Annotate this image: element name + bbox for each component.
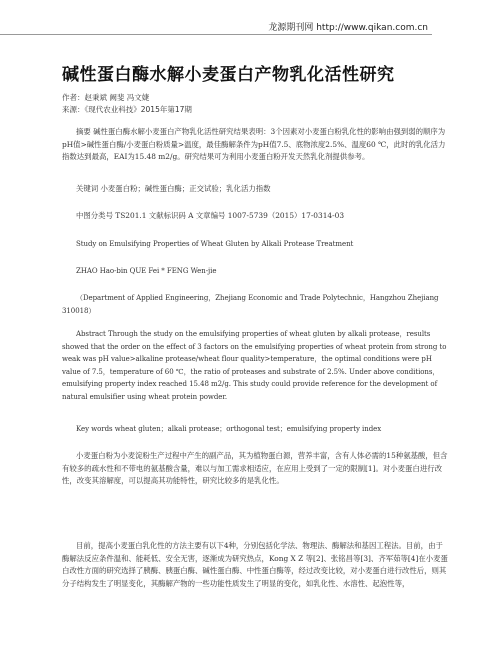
keywords-cn: 关键词 小麦蛋白粉；碱性蛋白酶；正交试验；乳化活力指数 <box>76 184 271 193</box>
body-paragraph-1: 小麦蛋白粉为小麦淀粉生产过程中产生的副产品，其为植物蛋白源，营养丰富，含有人体必需的15种氨基酸，但含有较多的疏水性和不带电的氨基酸含量，难以与加工需求相适应，在应用上受到了一定的限制[1]。对小麦蛋白进行改性，改变其溶解度，可以提高其功能特性，研究比较多的是乳化性。 <box>62 451 448 486</box>
classification-line: 中图分类号 TS201.1 文献标识码 A 文章编号 1007-5739（2015）17-0314-03 <box>76 211 345 220</box>
authors-line: 作者：赵秉斌 阙斐 冯文婕 <box>62 93 150 102</box>
authors-en: ZHAO Hao-bin QUE Fei * FENG Wen-jie <box>76 267 217 275</box>
keywords-en: Key words wheat gluten；alkali protease；orthogonal test；emulsifying property index <box>76 425 382 433</box>
abstract-en: Abstract Through the study on the emulsifying properties of wheat gluten by alkali protease，results showed that the order on the effect of 3 factors on the emulsifying properties of wheat protein from strong to weak was pH value>alkaline protease/wheat flour quality>temperature，the optimal conditions were pH value of 7.5，temperature of 60 ℃，the ratio of proteases and substrate of 2.5%. Under above conditions，emulsifying property index reached 15.48 m2/g. This study could provide reference for the development of natural emulsifier using wheat protein powder. <box>62 330 447 401</box>
site-header-text[interactable]: 龙源期刊网 http://www.qikan.com.cn <box>268 23 428 33</box>
abstract-cn: 摘要 碱性蛋白酶水解小麦蛋白产物乳化活性研究结果表明：3个因素对小麦蛋白粉乳化性的影响由强到弱的顺序为pH值>碱性蛋白酶/小麦蛋白粉质量>温度，最佳酶解条件为pH值7.5、底物浓度2.5%、温度60 ℃，此时的乳化活力指数达到最高，EAI为15.48 m2/g。研究结果可为利用小麦蛋白粉开发天然乳化剂提供参考。 <box>62 127 446 162</box>
affiliation-en: （Department of Applied Engineering，Zhejiang Economic and Trade Polytechnic，Hangzhou Zhejiang 310018） <box>62 294 439 315</box>
title-en: Study on Emulsifying Properties of Wheat Gluten by Alkali Protease Treatment <box>76 240 354 248</box>
header-rule <box>0 34 432 35</box>
article-title: 碱性蛋白酶水解小麦蛋白产物乳化活性研究 <box>62 65 395 85</box>
body-paragraph-2: 目前，提高小麦蛋白乳化性的方法主要有以下4种，分别包括化学法、物理法、酶解法和基因工程法。目前，由于酶解法反应条件温和、能耗低、安全无害，逐渐成为研究热点，Kong X Z 等[2]、张铭昌等[3]、齐军茹等[4]在小麦蛋白改性方面的研究选择了胰酶、胰蛋白酶、碱性蛋白酶、中性蛋白酶等，经过改变比较，对小麦蛋白进行改性后，则其分子结构发生了明显变化，其酶解产物的一些功能性质发生了明显的变化，如乳化性、水溶性、起泡性等， <box>62 541 448 588</box>
site-header <box>268 20 428 33</box>
source-line: 来源：《现代农业科技》2015年第17期 <box>62 105 192 114</box>
